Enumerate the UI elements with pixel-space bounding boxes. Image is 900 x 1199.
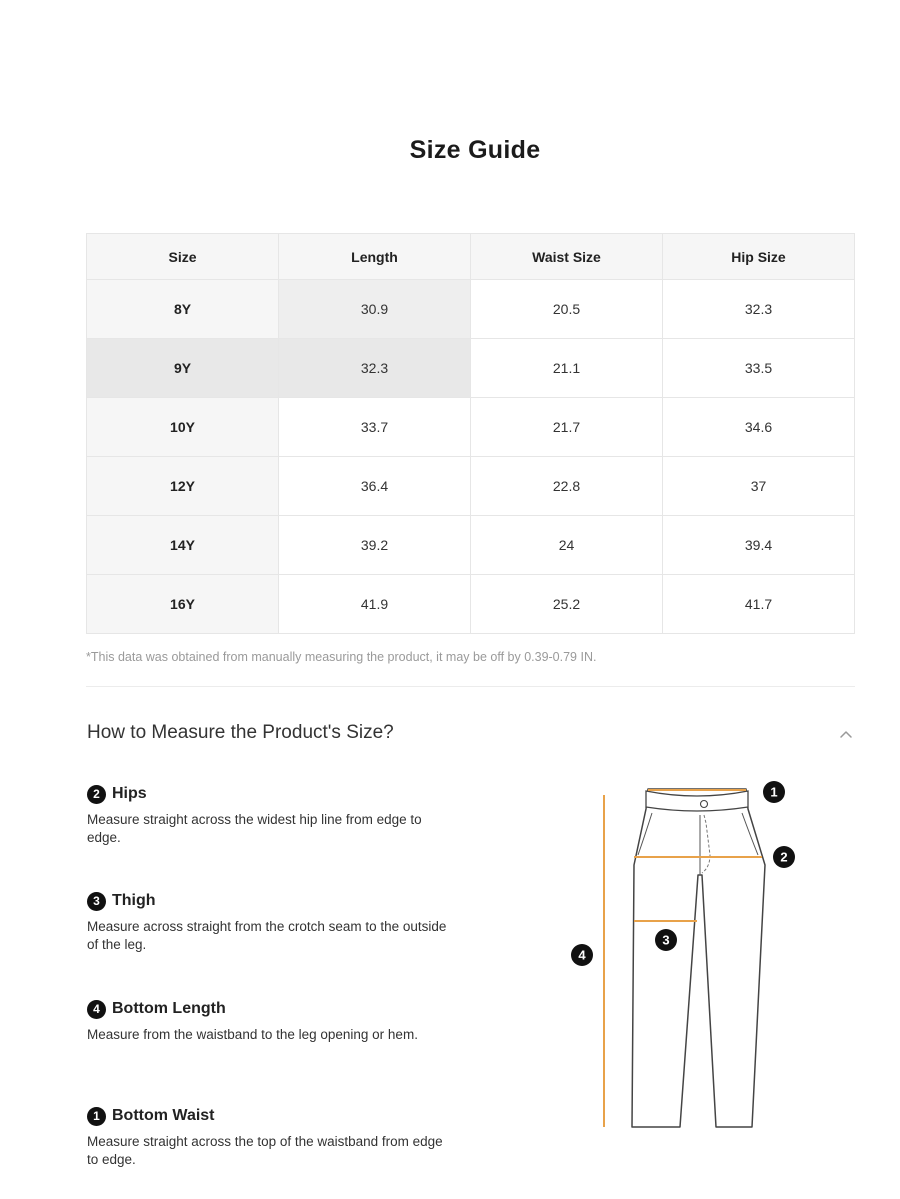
hip-cell: 41.7: [663, 575, 855, 634]
size-cell: 14Y: [87, 516, 279, 575]
measure-section-title[interactable]: How to Measure the Product's Size?: [87, 722, 394, 743]
size-table: [86, 233, 855, 634]
length-cell: 32.3: [279, 339, 471, 398]
marker-1-icon: [763, 781, 785, 803]
column-header: Waist Size: [471, 234, 663, 280]
number-badge-icon: 3: [87, 892, 106, 911]
marker-3-icon: [655, 929, 677, 951]
table-row: [87, 575, 855, 634]
measure-item-title: Hips: [112, 785, 147, 802]
button-icon: [701, 801, 708, 808]
number-badge-icon: 4: [87, 1000, 106, 1019]
measure-item-bottom-waist: [87, 1105, 457, 1169]
waist-cell: 21.1: [471, 339, 663, 398]
measure-item-hips: [87, 783, 457, 847]
marker-4-icon: [571, 944, 593, 966]
measure-item-heading: [87, 890, 457, 912]
size-cell: 16Y: [87, 575, 279, 634]
measure-item-title: Bottom Length: [112, 1000, 226, 1017]
hip-cell: 34.6: [663, 398, 855, 457]
length-cell: 39.2: [279, 516, 471, 575]
table-header-row: [87, 234, 855, 280]
column-header: Length: [279, 234, 471, 280]
hip-cell: 37: [663, 457, 855, 516]
table-row: [87, 398, 855, 457]
table-row: [87, 516, 855, 575]
waist-cell: 22.8: [471, 457, 663, 516]
measure-item-heading: [87, 1105, 457, 1127]
measure-item-title: Thigh: [112, 892, 156, 909]
pants-outline: [632, 789, 765, 1127]
length-cell: 41.9: [279, 575, 471, 634]
section-divider: [86, 686, 855, 687]
marker-2-icon: [773, 846, 795, 868]
svg-text:1: 1: [770, 784, 778, 800]
length-cell: 30.9: [279, 280, 471, 339]
hip-cell: 33.5: [663, 339, 855, 398]
hip-cell: 39.4: [663, 516, 855, 575]
table-row: [87, 280, 855, 339]
size-cell: 10Y: [87, 398, 279, 457]
measure-item-description: Measure straight across the top of the waistband from edge to edge.: [87, 1134, 443, 1167]
size-cell: 9Y: [87, 339, 279, 398]
svg-text:3: 3: [662, 932, 670, 948]
measure-item-description: Measure across straight from the crotch seam to the outside of the leg.: [87, 919, 447, 952]
measure-item-thigh: [87, 890, 457, 954]
length-cell: 36.4: [279, 457, 471, 516]
svg-text:4: 4: [578, 947, 586, 963]
hip-cell: 32.3: [663, 280, 855, 339]
measure-item-bottom-length: [87, 998, 457, 1044]
column-header: Hip Size: [663, 234, 855, 280]
page-title: Size Guide: [409, 136, 541, 164]
size-cell: 8Y: [87, 280, 279, 339]
waist-cell: 25.2: [471, 575, 663, 634]
length-cell: 33.7: [279, 398, 471, 457]
chevron-up-icon[interactable]: [836, 724, 856, 744]
table-row: [87, 457, 855, 516]
waist-cell: 24: [471, 516, 663, 575]
measure-item-description: Measure straight across the widest hip line from edge to edge.: [87, 812, 422, 845]
pants-diagram-icon: [560, 775, 800, 1145]
waist-cell: 20.5: [471, 280, 663, 339]
number-badge-icon: 1: [87, 1107, 106, 1126]
waist-cell: 21.7: [471, 398, 663, 457]
measure-item-heading: [87, 783, 457, 805]
svg-text:2: 2: [780, 849, 788, 865]
measurement-note: *This data was obtained from manually measuring the product, it may be off by 0.39-0.79 IN.: [86, 650, 597, 664]
measure-item-description: Measure from the waistband to the leg opening or hem.: [87, 1027, 418, 1042]
column-header: Size: [87, 234, 279, 280]
number-badge-icon: 2: [87, 785, 106, 804]
measure-item-heading: [87, 998, 457, 1020]
table-row: [87, 339, 855, 398]
size-cell: 12Y: [87, 457, 279, 516]
measure-item-title: Bottom Waist: [112, 1107, 215, 1124]
